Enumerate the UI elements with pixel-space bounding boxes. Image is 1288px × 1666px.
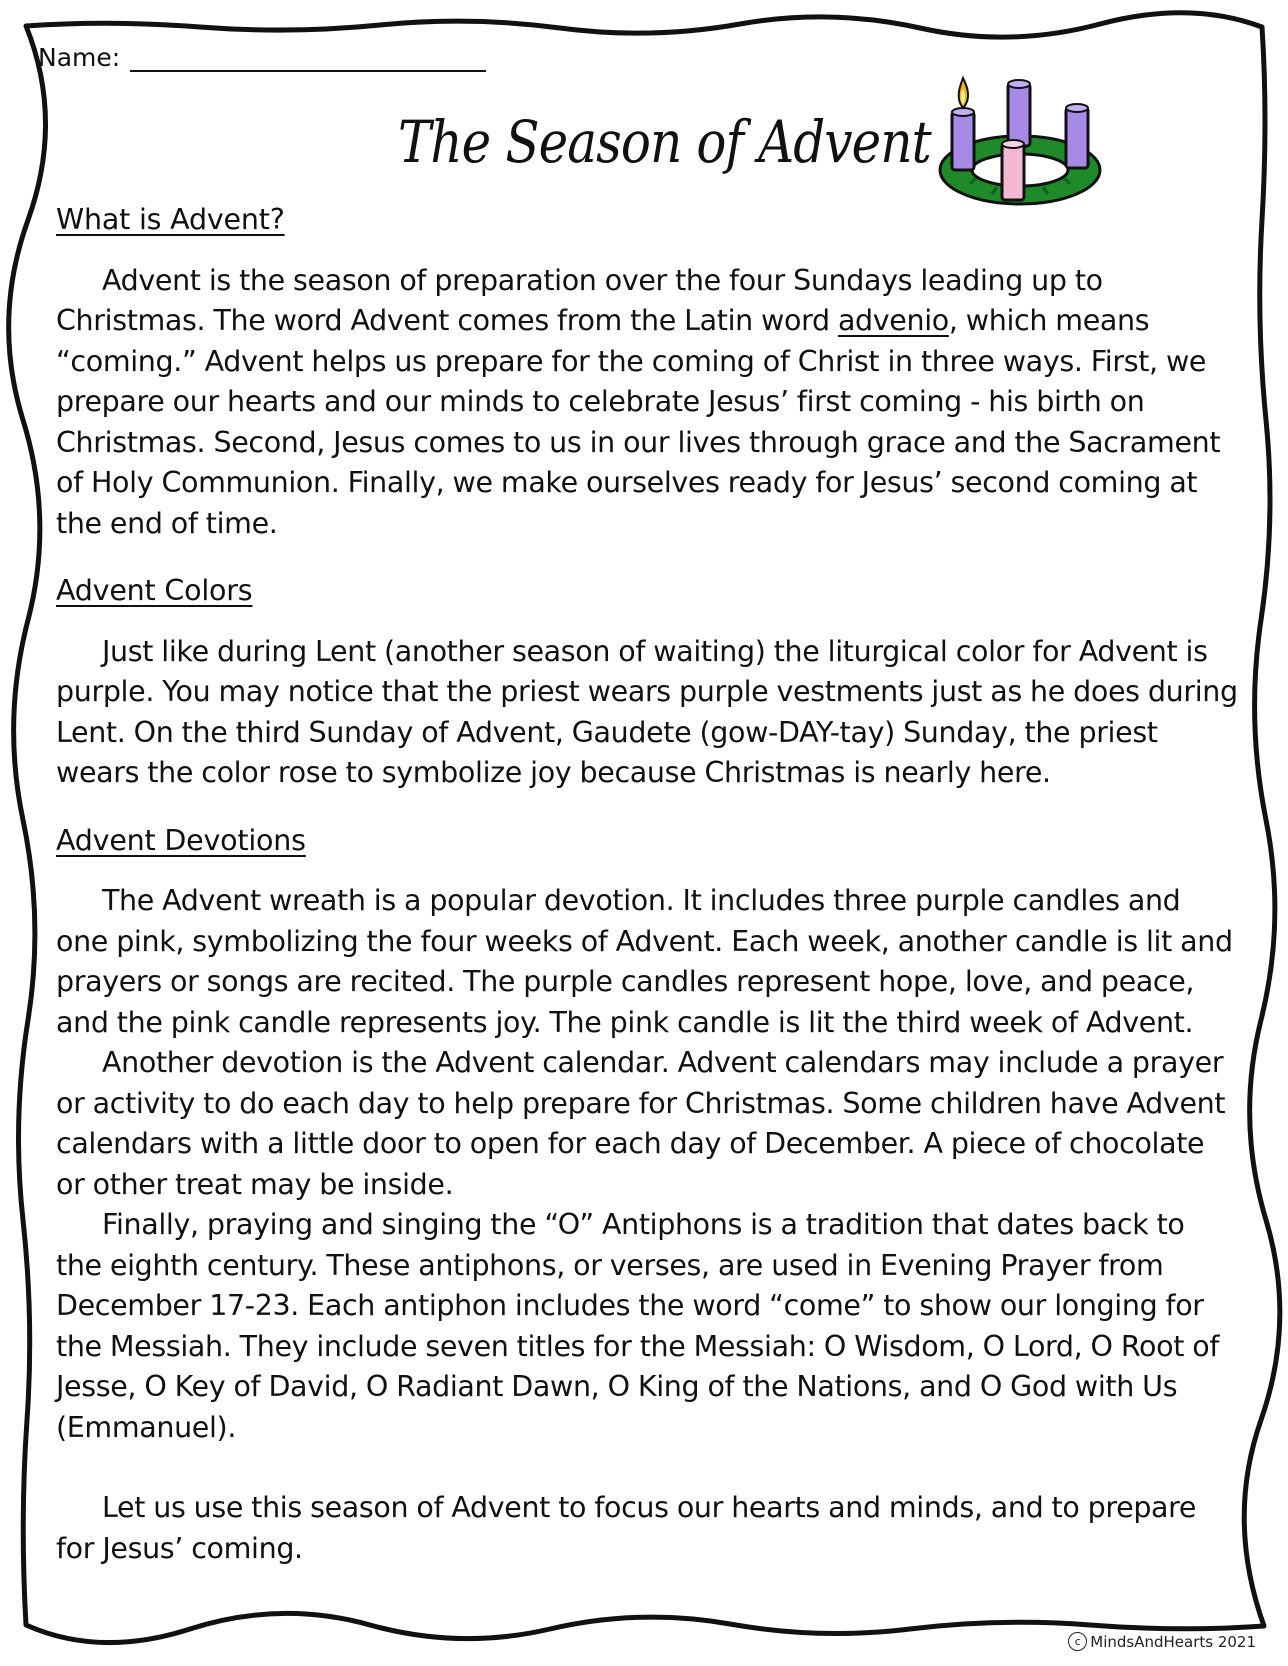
section-heading-advent-colors: Advent Colors — [56, 574, 253, 607]
section-paragraph: Another devotion is the Advent calendar. Advent calendars may include a prayer or activity to do each day to help prepare for Christmas. Some children have Advent calendars with a little door to open for each day of December. A piece of chocolate or other treat may be inside. — [56, 1046, 1226, 1201]
name-field — [38, 42, 486, 72]
advent-wreath-icon — [930, 72, 1110, 212]
copyright-icon: c — [1068, 1632, 1087, 1651]
section-paragraph: Just like during Lent (another season of waiting) the liturgical color for Advent is purple. You may notice that the priest wears purple vestments just as he does during Lent. On the third Sunday of Advent, Gaudete (gow-DAY-tay) Sunday, the priest wears the color rose to symbolize joy because Christmas is nearly here. — [56, 634, 1238, 789]
section-heading-what-is-advent: What is Advent? — [56, 203, 285, 236]
copyright-text: MindsAndHearts 2021 — [1090, 1632, 1256, 1651]
page-title: The Season of Advent — [398, 108, 931, 176]
section-paragraph: The Advent wreath is a popular devotion. It includes three purple candles and one pink, symbolizing the four weeks of Advent. Each week, another candle is lit and prayers or songs are recited. The purple candles represent hope, love, and peace, and the pink candle represents joy. The pink candle is lit the third week of Advent. — [56, 884, 1233, 1039]
paragraph-text: , which means “coming.” Advent helps us prepare for the coming of Christ in three ways. First, we prepare our hearts and our minds to celebrate Jesus’ first coming - his birth on Christmas. Second, Jesus comes to us in our lives through grace and the Sacrament of Holy Communion. Finally, we make ourselves ready for Jesus’ second coming at the end of time. — [56, 304, 1221, 540]
closing-paragraph: Let us use this season of Advent to focus our hearts and minds, and to prepare for Jesus’ coming. — [56, 1491, 1197, 1565]
name-label: Name: — [38, 43, 121, 72]
section-paragraph — [56, 261, 1238, 545]
name-blank-line[interactable] — [130, 42, 486, 72]
latin-word-advenio: advenio — [837, 304, 949, 337]
section-paragraph: Finally, praying and singing the “O” Antiphons is a tradition that dates back to the eighth century. These antiphons, or verses, are used in Evening Prayer from December 17-23. Each antiphon includes the word “come” to show our longing for the Messiah. They include seven titles for the Messiah: O Wisdom, O Lord, O Root of Jesse, O Key of David, O Radiant Dawn, O King of the Nations, and O God with Us (Emmanuel). — [56, 1208, 1219, 1444]
section-heading-advent-devotions: Advent Devotions — [56, 823, 306, 857]
copyright-footer — [1068, 1632, 1256, 1651]
article-body — [56, 200, 1238, 1569]
paragraph-text: Advent is the season of preparation over the four Sundays leading up to Christmas. The word Advent comes from the Latin word — [56, 263, 1103, 337]
